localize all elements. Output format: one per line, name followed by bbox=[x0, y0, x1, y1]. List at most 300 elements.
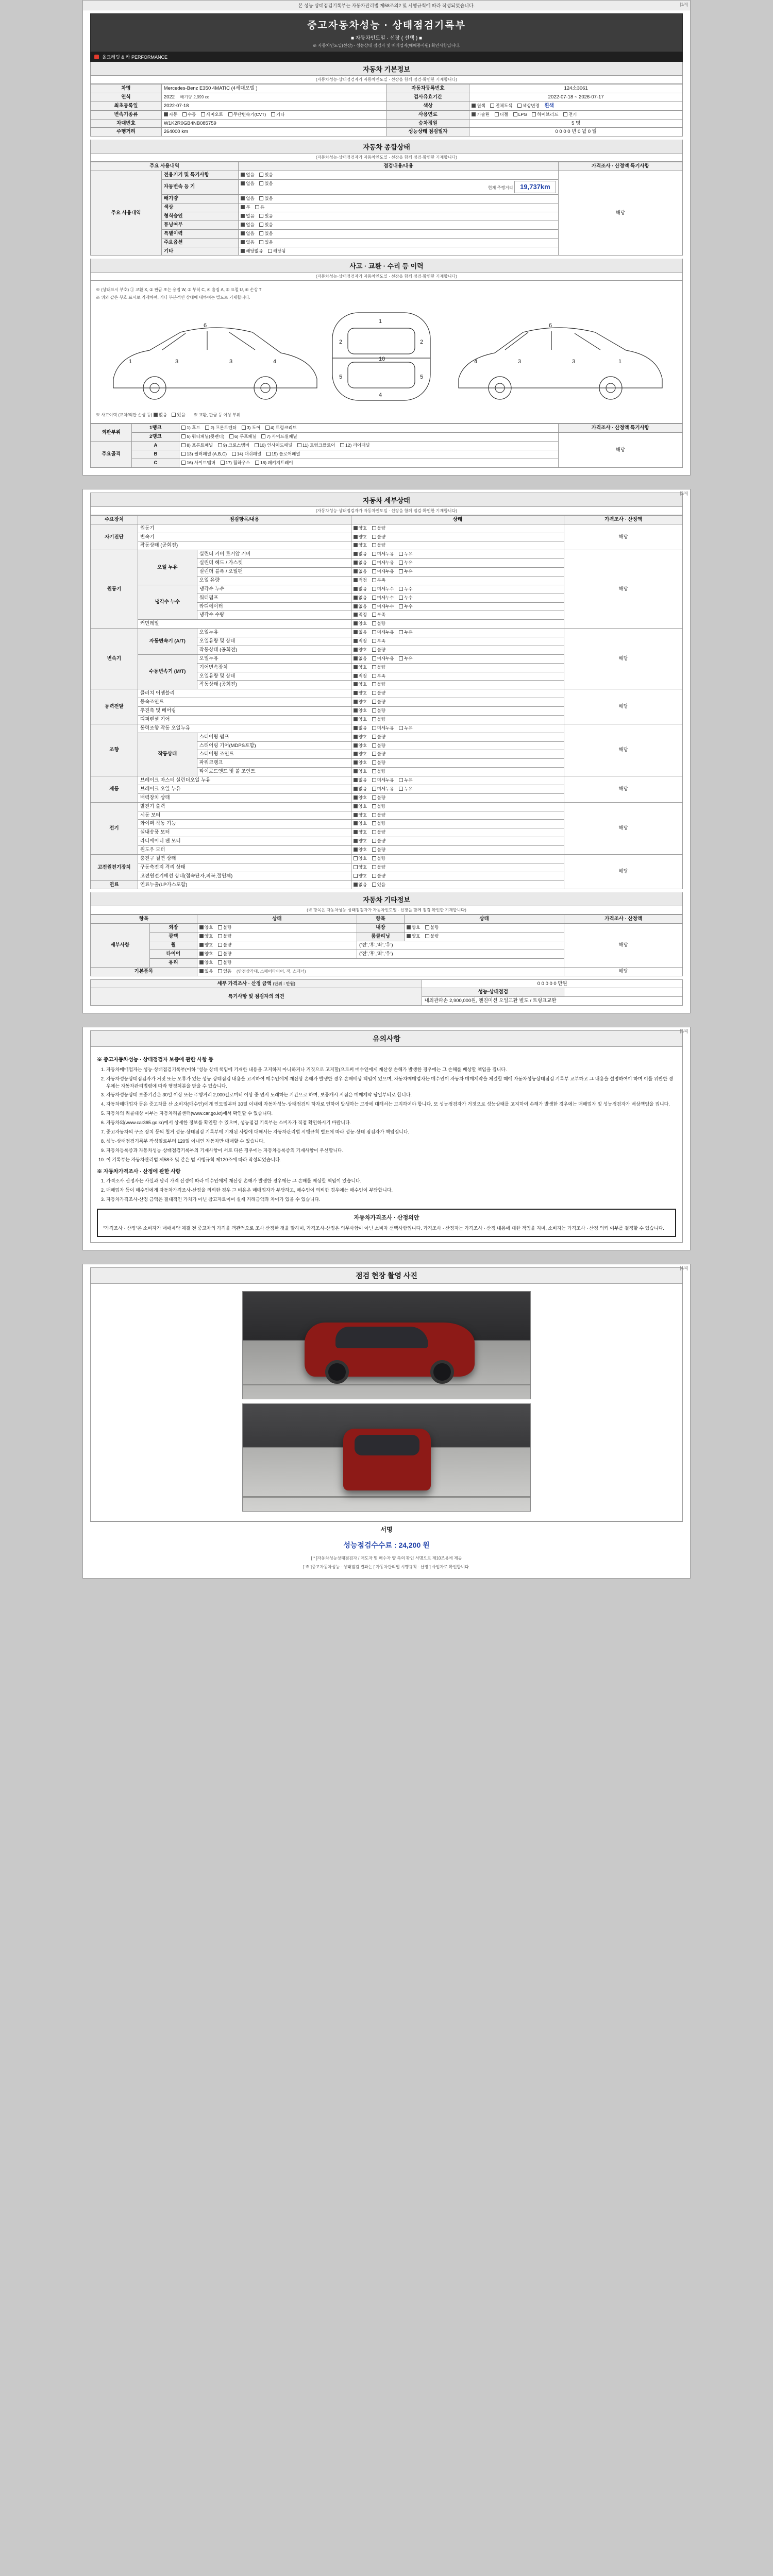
framebox-body: "가격조사 · 산정"은 소비자가 매매계약 체결 전 중고차의 가격을 객관적으로 조사 산정한 것을 말하며, 가격조사·산정은 의무사항이 아닌 소비자 선택사항입니다. 가격조사 · 산정자는 가격조사 · 산정 내용에 대한 책임을 지며, 소비자는 가격조사 · 산정 의뢰 여부를 결정할 수 있습니다. bbox=[103, 1225, 664, 1231]
notice-item: 1. 가격조사·산정자는 사실과 달리 가격 산정에 따라 매수인에게 재산상 손해가 발생한 경우에는 그 손해를 배상할 책임이 있습니다. bbox=[106, 1178, 676, 1185]
label-car-name: 차명 bbox=[91, 84, 162, 93]
price-remark-engine: 해당 bbox=[564, 550, 683, 629]
state-option[interactable]: 불량 bbox=[372, 743, 385, 749]
opt-6-0[interactable]: 없음 bbox=[241, 231, 254, 236]
fee-value: 24,200 원 bbox=[398, 1541, 430, 1550]
fuel-option-3[interactable]: 하이브리드 bbox=[532, 112, 558, 117]
section-overall-title: 자동차 종합상태 bbox=[90, 140, 683, 154]
label-first-reg: 최초등록일 bbox=[91, 101, 162, 110]
fuel-option-2[interactable]: LPG bbox=[513, 112, 527, 117]
opt-0-0[interactable]: 없음 bbox=[241, 172, 254, 178]
state-option[interactable]: 누수 bbox=[399, 604, 412, 609]
opt-5-1[interactable]: 있음 bbox=[259, 222, 273, 228]
simple-repair-label: ※ 교환, 판금 등 이상 부위 bbox=[193, 413, 241, 418]
notice-item: 5. 자동차의 리콜대상 여부는 자동차리콜센터(www.car.go.kr)에서 확인할 수 있습니다. bbox=[106, 1110, 676, 1117]
rank-label-0: 1랭크 bbox=[132, 424, 179, 433]
row-label-2: 배기량 bbox=[161, 195, 238, 204]
item-label: 스티어링 기어(MDPS포함) bbox=[197, 741, 351, 750]
opt-3-1[interactable]: 유 bbox=[255, 205, 264, 210]
state-option[interactable]: 없음 bbox=[354, 560, 367, 566]
state-option[interactable]: 불량 bbox=[372, 534, 385, 540]
item-label: 냉각수 누수 bbox=[197, 585, 351, 594]
state-option[interactable]: 불량 bbox=[372, 873, 385, 879]
panel-item[interactable]: 7) 사이드실패널 bbox=[261, 434, 297, 439]
page-subtitle: ■ 자동차인도일 · 선장 ( 선택 ) ■ bbox=[350, 36, 423, 41]
state-option[interactable]: 불량 bbox=[372, 734, 385, 740]
state-option[interactable]: 누유 bbox=[399, 786, 412, 792]
state-option[interactable]: 미세누유 bbox=[372, 551, 394, 557]
state-option[interactable]: 양호 bbox=[199, 925, 213, 930]
state-option[interactable]: 양호 bbox=[354, 717, 367, 722]
other-opts-1 bbox=[197, 933, 357, 941]
row-label-3: 색상 bbox=[161, 204, 238, 212]
panel-item[interactable]: 17) 휠하우스 bbox=[221, 460, 250, 466]
page-3 bbox=[82, 1027, 691, 1250]
state-option[interactable]: 불량 bbox=[372, 543, 385, 548]
state-option[interactable]: 불량 bbox=[218, 934, 231, 939]
state-option[interactable]: 불량 bbox=[372, 665, 385, 670]
item-label: 오일누유 bbox=[197, 654, 351, 663]
panel-item[interactable]: 4) 트렁크리드 bbox=[265, 425, 297, 431]
row-opts-2 bbox=[239, 195, 558, 204]
state-option[interactable]: 양호 bbox=[354, 760, 367, 766]
state-option[interactable]: 미세누유 bbox=[372, 725, 394, 731]
item-label: 발전기 출력 bbox=[138, 802, 351, 811]
rank-items-1 bbox=[179, 433, 558, 442]
table-row bbox=[91, 689, 683, 698]
table-row bbox=[91, 802, 683, 811]
state-option[interactable]: 누유 bbox=[399, 777, 412, 783]
item-opts bbox=[351, 611, 564, 620]
state-option[interactable]: 양호 bbox=[354, 665, 367, 670]
panel-item[interactable]: 6) 루프패널 bbox=[229, 434, 257, 439]
page-header-note: ※ 자동차인도일(선장) - 성능상태 점검자 및 매매업자(매매종사원) 확인사항입니다. bbox=[312, 43, 461, 48]
price-remark-brake: 해당 bbox=[564, 776, 683, 803]
state-option[interactable]: 미세누유 bbox=[372, 630, 394, 635]
item-opts bbox=[351, 654, 564, 663]
document-header bbox=[90, 13, 683, 52]
price-remark-self: 해당 bbox=[564, 524, 683, 550]
table-row bbox=[91, 171, 683, 180]
state-option[interactable]: 있음 bbox=[218, 969, 231, 974]
svg-text:1: 1 bbox=[618, 359, 622, 365]
notice-item: 8. 성능·상태점검기록부 작성일로부터 120일 이내인 자동차만 매매할 수 있습니다. bbox=[106, 1138, 676, 1145]
fuel-option-1[interactable]: 디젤 bbox=[495, 112, 508, 117]
state-option[interactable]: 없음 bbox=[354, 604, 367, 609]
notice-list-1 bbox=[97, 1066, 676, 1164]
detail-state-table bbox=[90, 515, 683, 890]
state-option[interactable]: 누수 bbox=[399, 595, 412, 601]
section-other-sub: (※ 항목은 자동차성능·상태점검자가 자동차인도일 · 선장을 함께 점검·확인한 기재합니다) bbox=[90, 906, 683, 914]
state-option[interactable]: 양호 bbox=[354, 751, 367, 757]
panel-item[interactable]: 8) 프론트패널 bbox=[181, 443, 213, 448]
state-option[interactable]: 양호 bbox=[354, 682, 367, 687]
state-option[interactable]: 양호 bbox=[354, 621, 367, 626]
section-detail-sub: (자동차성능·상태점검자가 자동차인도일 · 선장을 함께 점검·확인한 기재합니다) bbox=[90, 507, 683, 515]
state-option[interactable]: 없음 bbox=[199, 969, 213, 974]
panel-rank-table bbox=[90, 423, 683, 467]
state-option[interactable]: 누유 bbox=[399, 630, 412, 635]
state-option[interactable]: 양호 bbox=[354, 838, 367, 844]
rank-items-4 bbox=[179, 459, 558, 467]
state-option[interactable]: 미세누유 bbox=[372, 569, 394, 574]
col-other-state-2: 상태 bbox=[404, 915, 564, 924]
svg-text:6: 6 bbox=[204, 323, 207, 329]
corner-tag-3: [3/4] bbox=[680, 1029, 688, 1034]
mileage-display: 19,737km bbox=[514, 181, 556, 193]
section-other-title: 자동차 기타정보 bbox=[90, 892, 683, 906]
accident-opt-0[interactable]: 없음 bbox=[154, 412, 167, 418]
state-option[interactable]: 양호 bbox=[354, 769, 367, 774]
item-label: 오일유량 및 상태 bbox=[197, 672, 351, 681]
state-option[interactable]: 없음 bbox=[354, 777, 367, 783]
item-label: 실내송풍 모터 bbox=[138, 828, 351, 837]
state-option[interactable]: 불량 bbox=[372, 526, 385, 531]
fee-line bbox=[90, 1537, 683, 1553]
opt-1-0[interactable]: 없음 bbox=[241, 181, 254, 187]
col-state: 상태 bbox=[351, 515, 564, 524]
state-option[interactable]: 부족 bbox=[372, 578, 385, 583]
state-option[interactable]: 양호 bbox=[354, 690, 367, 696]
state-option[interactable]: 불량 bbox=[372, 708, 385, 714]
group-frame: 주요골격 bbox=[91, 442, 132, 468]
color-option-1[interactable]: 전체도색 bbox=[490, 103, 512, 109]
vehicle-photo-rear bbox=[343, 1429, 431, 1490]
value-vin: W1K2R0GB4NB085759 bbox=[161, 119, 386, 128]
opt-8-1[interactable]: 해당됨 bbox=[268, 248, 286, 254]
state-option[interactable]: 누유 bbox=[399, 551, 412, 557]
state-option[interactable]: 불량 bbox=[218, 951, 231, 957]
row-opts-3 bbox=[239, 204, 558, 212]
state-option[interactable]: 불량 bbox=[372, 760, 385, 766]
transmission-option-4[interactable]: 기타 bbox=[271, 112, 284, 117]
svg-text:2: 2 bbox=[420, 339, 424, 346]
panel-item[interactable]: 1) 후드 bbox=[181, 425, 200, 431]
state-option[interactable]: 없음 bbox=[354, 786, 367, 792]
panel-item[interactable]: 10) 인사이드패널 bbox=[255, 443, 293, 448]
state-option[interactable]: 불량 bbox=[372, 647, 385, 653]
table-header-row bbox=[91, 162, 683, 171]
state-option[interactable]: 없음 bbox=[354, 551, 367, 557]
state-option[interactable]: 불량 bbox=[372, 717, 385, 722]
state-option[interactable]: 양호 bbox=[199, 934, 213, 939]
state-option[interactable]: 적정 bbox=[354, 638, 367, 644]
label-year: 연식 bbox=[91, 93, 162, 101]
col-other-item-2: 항목 bbox=[357, 915, 405, 924]
state-option[interactable]: 양호 bbox=[407, 925, 420, 930]
opt-2-1[interactable]: 있음 bbox=[259, 196, 273, 201]
item-label: 냉각수 수량 bbox=[197, 611, 351, 620]
panel-item[interactable]: 2) 프론트펜더 bbox=[205, 425, 237, 431]
state-option[interactable]: 누유 bbox=[399, 569, 412, 574]
item-opts bbox=[351, 620, 564, 629]
state-option[interactable]: 불량 bbox=[372, 865, 385, 870]
state-option[interactable]: 양호 bbox=[354, 856, 367, 861]
state-option[interactable]: 미세누유 bbox=[372, 656, 394, 662]
panel-item[interactable]: 18) 패키지트레이 bbox=[255, 460, 293, 466]
opt-1-1[interactable]: 있음 bbox=[259, 181, 273, 187]
value-fuel bbox=[469, 110, 683, 119]
state-option[interactable]: 미세누수 bbox=[372, 586, 394, 592]
state-option[interactable]: 불량 bbox=[372, 621, 385, 626]
state-option[interactable]: 양호 bbox=[354, 543, 367, 548]
state-option[interactable]: 없음 bbox=[354, 630, 367, 635]
col-remark: 가격조사 · 산정액 특기사항 bbox=[558, 162, 682, 171]
state-option[interactable]: 불량 bbox=[372, 856, 385, 861]
state-option[interactable]: 불량 bbox=[218, 925, 231, 930]
car-diagram bbox=[95, 301, 678, 410]
state-option[interactable]: 없음 bbox=[354, 656, 367, 662]
opt-2-0[interactable]: 없음 bbox=[241, 196, 254, 201]
vehicle-photo-side bbox=[305, 1323, 475, 1377]
transmission-option-0[interactable]: 자동 bbox=[164, 112, 177, 117]
item-opts bbox=[351, 672, 564, 681]
group-steering: 조향 bbox=[91, 724, 138, 776]
state-option[interactable]: 양호 bbox=[354, 734, 367, 740]
item-opts bbox=[351, 880, 564, 889]
wheel-front-icon bbox=[325, 1360, 349, 1384]
state-option[interactable]: 미세누수 bbox=[372, 595, 394, 601]
state-option[interactable]: 양호 bbox=[354, 795, 367, 801]
item-label: 원동기 bbox=[138, 524, 351, 533]
label-seats: 승차정원 bbox=[386, 119, 469, 128]
table-row bbox=[91, 84, 683, 93]
item-label: 작동상태 (공회전) bbox=[197, 646, 351, 654]
opt-4-1[interactable]: 있음 bbox=[259, 213, 273, 219]
opt-3-0[interactable]: 무 bbox=[241, 205, 250, 210]
value-inspection-date: 0 0 0 0 년 0 월 0 일 bbox=[469, 128, 683, 137]
item-opts bbox=[351, 759, 564, 768]
notice-item: 10. 이 기록부는 자동차관리법 제58조 및 같은 법 시행규칙 제120조에 따라 작성되었습니다. bbox=[106, 1157, 676, 1164]
col-price-remark: 가격조사 · 산정액 bbox=[564, 515, 683, 524]
other-label-0b: 내장 bbox=[357, 924, 405, 933]
state-option[interactable]: 불량 bbox=[425, 934, 439, 939]
item-opts bbox=[351, 524, 564, 533]
corner-tag-4: [4/4] bbox=[680, 1266, 688, 1271]
color-option-0[interactable]: 원색 bbox=[472, 103, 485, 109]
state-option[interactable]: 불량 bbox=[372, 699, 385, 705]
footer-note-1: [ * ]자동차성능상태점검자 / 매도자 및 매수자 양 측의 확인 서명으로 제10조용에 제공 bbox=[311, 1556, 462, 1561]
table-row bbox=[91, 550, 683, 559]
table-row bbox=[91, 924, 683, 933]
value-plate: 124소3061 bbox=[469, 84, 683, 93]
state-option[interactable]: 불량 bbox=[372, 821, 385, 826]
state-option[interactable]: 불량 bbox=[372, 751, 385, 757]
table-row bbox=[91, 128, 683, 137]
state-option[interactable]: 양호 bbox=[199, 942, 213, 948]
notice-title: 유의사항 bbox=[90, 1030, 683, 1047]
item-opts bbox=[351, 715, 564, 724]
opt-6-1[interactable]: 있음 bbox=[259, 231, 273, 236]
state-option[interactable]: 미세누수 bbox=[372, 604, 394, 609]
accident-opt-1[interactable]: 있음 bbox=[172, 412, 185, 418]
row-opts-4 bbox=[239, 212, 558, 221]
state-option[interactable]: 미세누유 bbox=[372, 560, 394, 566]
color-option-2[interactable]: 색상변경 bbox=[517, 103, 540, 109]
item-opts bbox=[351, 750, 564, 759]
state-option[interactable]: 양호 bbox=[354, 699, 367, 705]
item-opts bbox=[351, 663, 564, 672]
state-option[interactable]: 양호 bbox=[354, 743, 367, 749]
other-opts-1b bbox=[404, 933, 564, 941]
col-check-item: 점검항목/내용 bbox=[138, 515, 351, 524]
panel-item[interactable]: 13) 필러패널 (A,B,C) bbox=[181, 451, 227, 457]
state-option[interactable]: 양호 bbox=[354, 865, 367, 870]
transmission-option-2[interactable]: 세미오토 bbox=[201, 112, 223, 117]
state-option[interactable]: 양호 bbox=[199, 951, 213, 957]
state-option[interactable]: 미세누유 bbox=[372, 786, 394, 792]
state-option[interactable]: 불량 bbox=[372, 812, 385, 818]
item-opts bbox=[351, 776, 564, 785]
state-option[interactable]: 양호 bbox=[354, 804, 367, 809]
footer-note-2: [ ※ ]중고자동차성능 · 상태점검 결과는 [ 자동차관리법 시행규칙 · 산정 ] 사업자로 확인합니다. bbox=[303, 1565, 470, 1570]
fuel-option-4[interactable]: 전기 bbox=[563, 112, 577, 117]
wheel-rear-icon bbox=[430, 1360, 454, 1384]
item-opts bbox=[351, 568, 564, 577]
state-option[interactable]: 누유 bbox=[399, 560, 412, 566]
label-inspection-date: 성능상태 점검일자 bbox=[386, 128, 469, 137]
state-option[interactable]: 미세누유 bbox=[372, 777, 394, 783]
state-option[interactable]: 없음 bbox=[354, 595, 367, 601]
item-label: 스티어링 펌프 bbox=[197, 733, 351, 741]
overall-state-table bbox=[90, 162, 683, 256]
remark-blank[interactable] bbox=[564, 988, 683, 997]
state-option[interactable]: 양호 bbox=[199, 960, 213, 965]
state-option[interactable]: 불량 bbox=[372, 690, 385, 696]
floor-line bbox=[243, 1496, 530, 1498]
state-option[interactable]: 양호 bbox=[354, 708, 367, 714]
notice-section-2-title: ※ 자동차가격조사 · 산정에 관한 사항 bbox=[97, 1168, 181, 1175]
opt-5-0[interactable]: 없음 bbox=[241, 222, 254, 228]
item-opts bbox=[351, 689, 564, 698]
state-option[interactable]: 양호 bbox=[354, 647, 367, 653]
other-label-1: 광택 bbox=[149, 933, 197, 941]
state-option[interactable]: 양호 bbox=[354, 821, 367, 826]
state-option[interactable]: 양호 bbox=[407, 934, 420, 939]
subgroup-manual-trans: 수동변속기 (M/T) bbox=[138, 654, 197, 689]
item-label: 시동 모터 bbox=[138, 811, 351, 820]
state-option[interactable]: 불량 bbox=[372, 682, 385, 687]
price-summary-table bbox=[90, 979, 683, 1006]
other-label-0: 외장 bbox=[149, 924, 197, 933]
state-option[interactable]: 없음 bbox=[354, 882, 367, 888]
panel-item[interactable]: 16) 사이드멤버 bbox=[181, 460, 215, 466]
state-option[interactable]: 누수 bbox=[399, 586, 412, 592]
label-mileage: 주행거리 bbox=[91, 128, 162, 137]
state-option[interactable]: 불량 bbox=[372, 829, 385, 835]
state-option[interactable]: 양호 bbox=[354, 829, 367, 835]
item-label: 오일누유 bbox=[197, 629, 351, 637]
state-option[interactable]: 적정 bbox=[354, 578, 367, 583]
state-option[interactable]: 있음 bbox=[372, 882, 385, 888]
state-option[interactable]: 부족 bbox=[372, 673, 385, 679]
other-label-1b: 룸클리닝 bbox=[357, 933, 405, 941]
state-option[interactable]: 양호 bbox=[354, 526, 367, 531]
opt-4-0[interactable]: 없음 bbox=[241, 213, 254, 219]
row-label-8: 기타 bbox=[161, 247, 238, 256]
opt-7-0[interactable]: 없음 bbox=[241, 240, 254, 245]
page-4 bbox=[82, 1264, 691, 1579]
panel-item[interactable]: 5) 쿼터패널(뒷펜더) bbox=[181, 434, 224, 439]
item-opts bbox=[351, 550, 564, 559]
state-option[interactable]: 없음 bbox=[354, 586, 367, 592]
state-option[interactable]: 불량 bbox=[372, 847, 385, 853]
state-option[interactable]: 불량 bbox=[372, 838, 385, 844]
state-option[interactable]: 적정 bbox=[354, 673, 367, 679]
item-opts bbox=[351, 602, 564, 611]
state-option[interactable]: 불량 bbox=[372, 795, 385, 801]
state-option[interactable]: 불량 bbox=[372, 804, 385, 809]
group-hv-electric: 고전원전기장치 bbox=[91, 854, 138, 880]
table-row bbox=[91, 967, 683, 976]
state-option[interactable]: 적정 bbox=[354, 612, 367, 618]
item-label: 배력장치 상태 bbox=[138, 793, 351, 802]
other-label-3: 타이어 bbox=[149, 950, 197, 958]
car-diagram-svg bbox=[95, 301, 678, 410]
transmission-option-3[interactable]: 무단변속기(CVT) bbox=[228, 112, 266, 117]
panel-item[interactable]: 3) 도어 bbox=[242, 425, 260, 431]
panel-item[interactable]: 14) 대쉬패널 bbox=[232, 451, 262, 457]
state-option[interactable]: 양호 bbox=[354, 847, 367, 853]
panel-item[interactable]: 15) 플로어패널 bbox=[266, 451, 300, 457]
item-opts bbox=[351, 707, 564, 716]
notice-section-1-title: ※ 중고자동차성능 · 상태점검자 보증에 관한 사항 등 bbox=[97, 1057, 213, 1063]
value-car-name: Mercedes-Benz E350 4MATIC (4세대모델 ) bbox=[161, 84, 386, 93]
state-option[interactable]: 양호 bbox=[354, 873, 367, 879]
col-other-item: 항목 bbox=[91, 915, 197, 924]
state-option[interactable]: 양호 bbox=[354, 534, 367, 540]
svg-text:4: 4 bbox=[273, 359, 277, 365]
state-option[interactable]: 불량 bbox=[218, 960, 231, 965]
opt-7-1[interactable]: 있음 bbox=[259, 240, 273, 245]
item-opts bbox=[351, 872, 564, 880]
price-summary-title: 세부 가격조사 · 산정 금액 (단위 : 만원) bbox=[91, 979, 422, 988]
opt-0-1[interactable]: 있음 bbox=[259, 172, 273, 178]
section-accident-sub: (자동차성능·상태점검자가 자동차인도일 · 선장을 함께 점검·확인한 기재합니다) bbox=[90, 273, 683, 281]
transmission-option-1[interactable]: 수동 bbox=[182, 112, 196, 117]
state-option[interactable]: 누유 bbox=[399, 725, 412, 731]
fuel-option-0[interactable]: 가솔린 bbox=[472, 112, 490, 117]
item-label: 클러치 어셈블리 bbox=[138, 689, 351, 698]
brand-label: 올크레딧 & 카 PERFORMANCE bbox=[102, 55, 167, 60]
item-opts bbox=[351, 585, 564, 594]
item-opts bbox=[351, 594, 564, 602]
state-option[interactable]: 부족 bbox=[372, 638, 385, 644]
label-fuel: 사용연료 bbox=[386, 110, 469, 119]
notice-item: 9. 자동차등록증과 자동차성능·상태점검기록부의 기재사항이 서로 다른 경우에는 자동차등록증의 기재사항이 우선합니다. bbox=[106, 1147, 676, 1155]
item-opts bbox=[351, 646, 564, 654]
state-option[interactable]: 없음 bbox=[354, 725, 367, 731]
state-option[interactable]: 불량 bbox=[372, 769, 385, 774]
state-option[interactable]: 없음 bbox=[354, 569, 367, 574]
price-remark-electric: 해당 bbox=[564, 802, 683, 854]
panel-item[interactable]: 11) 트렁크플로어 bbox=[297, 443, 335, 448]
panel-item[interactable]: 9) 크로스멤버 bbox=[218, 443, 249, 448]
item-opts bbox=[351, 576, 564, 585]
state-option[interactable]: 불량 bbox=[425, 925, 439, 930]
value-year: 2022 배기량 2,999 cc bbox=[161, 93, 386, 101]
state-option[interactable]: 불량 bbox=[218, 942, 231, 948]
price-remark-trans: 해당 bbox=[564, 629, 683, 689]
state-option[interactable]: 양호 bbox=[354, 812, 367, 818]
panel-item[interactable]: 12) 리어패널 bbox=[340, 443, 370, 448]
state-option[interactable]: 누유 bbox=[399, 656, 412, 662]
opt-8-0[interactable]: 해당없음 bbox=[241, 248, 263, 254]
state-option[interactable]: 부족 bbox=[372, 612, 385, 618]
svg-text:3: 3 bbox=[518, 359, 522, 365]
value-transmission bbox=[161, 110, 386, 119]
item-opts bbox=[351, 541, 564, 550]
